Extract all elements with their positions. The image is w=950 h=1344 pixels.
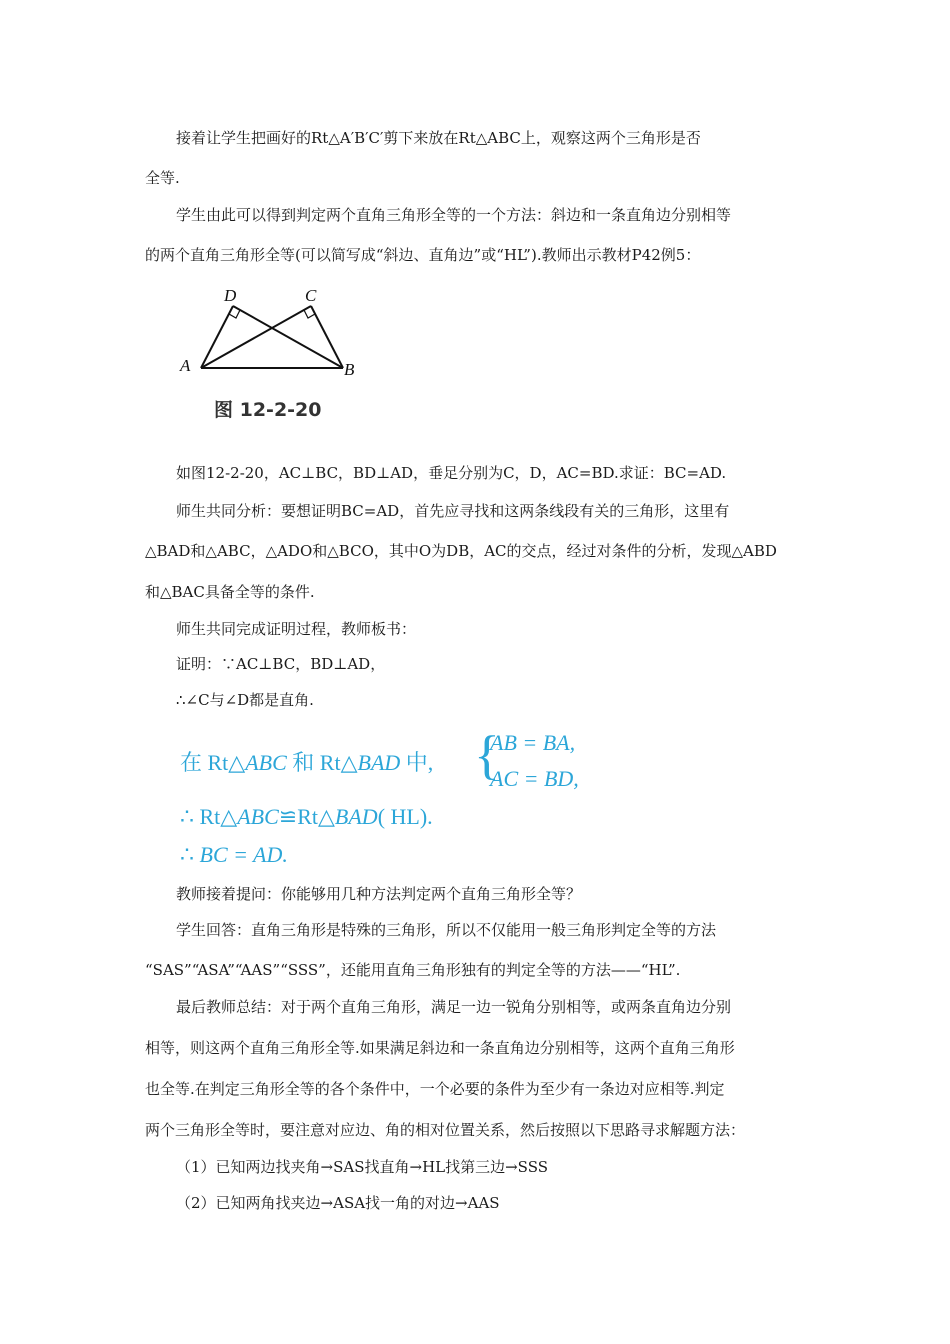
- paragraph-8: 教师接着提问：你能够用几种方法判定两个直角三角形全等？: [176, 885, 582, 903]
- paragraph-9-line-1: 学生回答：直角三角形是特殊的三角形，所以不仅能用一般三角形判定全等的方法: [176, 921, 717, 939]
- paragraph-1-line-1: 接着让学生把画好的Rt△A′B′C′剪下来放在Rt△ABC上，观察这两个三角形是否: [176, 129, 701, 147]
- equation-ab-ba: AB = BA,: [490, 730, 576, 755]
- label-d: D: [224, 286, 237, 305]
- paragraph-4-line-1: 师生共同分析：要想证明BC=AD，首先应寻找和这两条线段有关的三角形，这里有: [176, 502, 730, 520]
- proof-line-2-abc: ABC: [237, 804, 279, 829]
- proof-line-3: [180, 842, 288, 868]
- proof-line-1-mid: 和 Rt△: [286, 750, 358, 775]
- proof-equation-2: [490, 766, 579, 792]
- congruent-symbol: ≌: [278, 804, 298, 829]
- paragraph-3: 如图12-2-20，AC⊥BC，BD⊥AD，垂足分别为C，D，AC=BD.求证：BC=AD.: [176, 464, 727, 482]
- proof-line-1-bad: BAD: [357, 750, 401, 775]
- paragraph-2-line-1: 学生由此可以得到判定两个直角三角形全等的一个方法：斜边和一条直角边分别相等: [176, 206, 732, 224]
- label-a: A: [180, 356, 191, 375]
- equation-ac-bd: AC = BD,: [490, 766, 579, 791]
- paragraph-7: ∴∠C与∠D都是直角.: [176, 691, 314, 709]
- proof-line-3-prefix: ∴: [180, 842, 200, 867]
- proof-line-1-abc: ABC: [245, 750, 287, 775]
- proof-equation-1: [490, 730, 575, 756]
- paragraph-6: 证明：∵AC⊥BC，BD⊥AD，: [176, 655, 386, 673]
- paragraph-11: （1）已知两边找夹角→SAS找直角→HL找第三边→SSS: [176, 1158, 548, 1176]
- label-b: B: [344, 360, 355, 379]
- proof-line-1-suffix: 中,: [400, 750, 434, 775]
- proof-line-2-bad: BAD: [334, 804, 378, 829]
- paragraph-2-line-2: 的两个直角三角形全等(可以简写成“斜边、直角边”或“HL”).教师出示教材P42例5：: [145, 246, 701, 264]
- paragraph-10-line-4: 两个三角形全等时，要注意对应边、角的相对位置关系，然后按照以下思路寻求解题方法：: [145, 1121, 746, 1139]
- paragraph-5: 师生共同完成证明过程，教师板书：: [176, 620, 417, 638]
- proof-line-2-suffix: ( HL).: [377, 804, 433, 829]
- proof-line-1-prefix: 在 Rt△: [180, 750, 246, 775]
- paragraph-10-line-2: 相等，则这两个直角三角形全等.如果满足斜边和一条直角边分别相等，这两个直角三角形: [145, 1039, 735, 1057]
- paragraph-4-line-3: 和△BAC具备全等的条件.: [145, 583, 315, 601]
- paragraph-9-line-2: “SAS”“ASA”“AAS”“SSS”，还能用直角三角形独有的判定全等的方法——“HL”.: [145, 961, 681, 979]
- proof-brace: {: [474, 725, 500, 785]
- proof-line-2-mid: Rt△: [297, 804, 335, 829]
- paragraph-10-line-3: 也全等.在判定三角形全等的各个条件中，一个必要的条件为至少有一条边对应相等.判定: [145, 1080, 725, 1098]
- paragraph-12: （2）已知两角找夹边→ASA找一角的对边→AAS: [176, 1194, 500, 1212]
- paragraph-4-line-2: △BAD和△ABC，△ADO和△BCO，其中O为DB，AC的交点，经过对条件的分析，发现△ABD: [145, 542, 777, 560]
- proof-line-2-prefix: ∴ Rt△: [180, 804, 238, 829]
- proof-line-3-conclusion: BC = AD.: [199, 842, 288, 867]
- paragraph-10-line-1: 最后教师总结：对于两个直角三角形，满足一边一锐角分别相等，或两条直角边分别: [176, 998, 732, 1016]
- proof-line-2: [180, 804, 433, 830]
- proof-line-1: [180, 746, 433, 777]
- label-c: C: [305, 286, 317, 305]
- paragraph-1-line-2: 全等.: [145, 169, 180, 187]
- figure-caption: 图 12-2-20: [214, 399, 322, 421]
